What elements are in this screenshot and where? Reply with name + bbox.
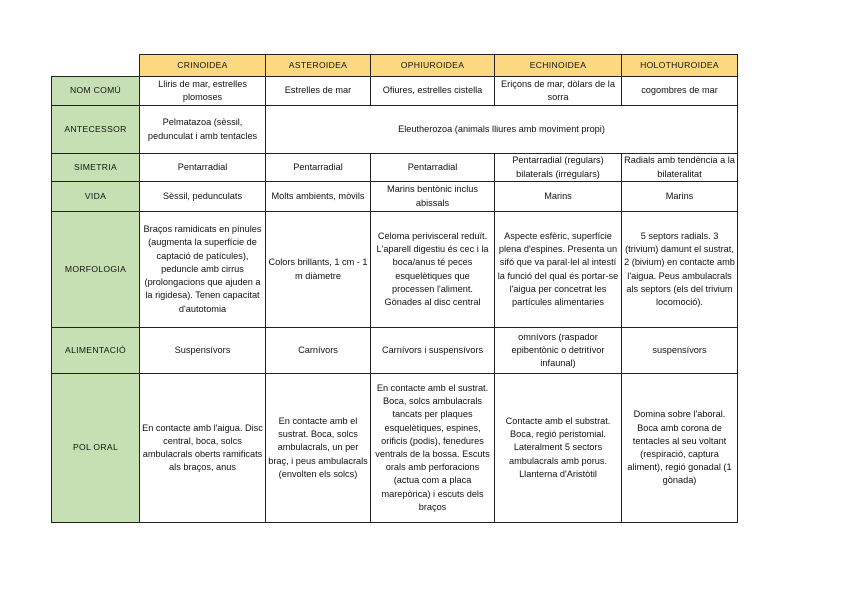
cell: Lliris de mar, estrelles plomoses xyxy=(140,77,266,106)
row-header-simetria: SIMETRIA xyxy=(52,154,140,182)
row-simetria xyxy=(52,154,738,182)
row-antecessor xyxy=(52,106,738,154)
cell: Marins xyxy=(495,182,622,212)
header-row xyxy=(52,55,738,77)
cell: Pentarradial xyxy=(266,154,371,182)
cell: En contacte amb l'aigua. Disc central, boca, solcs ambulacrals oberts ramificats als braços, anus xyxy=(140,374,266,523)
row-header-vida: VIDA xyxy=(52,182,140,212)
col-header-ophiuroidea: OPHIUROIDEA xyxy=(371,55,495,77)
row-vida xyxy=(52,182,738,212)
cell: Aspecte esfèric, superfície plena d'espines. Presenta un sifó que va paral·lel al intestí la funció del qual és portar-se l'aigua per concetrat les partícules alimentaries xyxy=(495,212,622,328)
cell: Pentarradial xyxy=(371,154,495,182)
cell: Marins bentònic inclus abissals xyxy=(371,182,495,212)
cell: Sèssil, pedunculats xyxy=(140,182,266,212)
row-nom-comu xyxy=(52,77,738,106)
row-header-morfologia: MORFOLOGIA xyxy=(52,212,140,328)
cell: Carnívors xyxy=(266,328,371,374)
cell-eleutherozoa: Eleutherozoa (animals lliures amb moviment propi) xyxy=(266,106,738,154)
row-alimentacio xyxy=(52,328,738,374)
cell: cogombres de mar xyxy=(622,77,738,106)
col-header-asteroidea: ASTEROIDEA xyxy=(266,55,371,77)
cell: Carnívors i suspensívors xyxy=(371,328,495,374)
cell: Marins xyxy=(622,182,738,212)
col-header-holothuroidea: HOLOTHUROIDEA xyxy=(622,55,738,77)
row-header-alimentacio: ALIMENTACIÓ xyxy=(52,328,140,374)
col-header-crinoidea: CRINOIDEA xyxy=(140,55,266,77)
cell: Molts ambients, mòvils xyxy=(266,182,371,212)
cell: En contacte amb el sustrat. Boca, solcs ambulacrals tancats per plaques esquelètiques, espines, orificis (podis), fenedures ventrals de la bossa. Escuts orals amb perforacions (actua com a placa marepòrica) i escuts dels braços xyxy=(371,374,495,523)
row-header-antecessor: ANTECESSOR xyxy=(52,106,140,154)
cell: omnívors (raspador epibentònic o detritívor infaunal) xyxy=(495,328,622,374)
corner-cell xyxy=(52,55,140,77)
row-pol-oral xyxy=(52,374,738,523)
col-header-echinoidea: ECHINOIDEA xyxy=(495,55,622,77)
row-header-pol-oral: POL ORAL xyxy=(52,374,140,523)
cell: Suspensívors xyxy=(140,328,266,374)
cell: Pentarradial (regulars) bilaterals (irregulars) xyxy=(495,154,622,182)
cell: Celoma perivisceral reduït. L'aparell digestiu és cec i la boca/anus té peces esquelètiques que processen l'aliment. Gònades al disc central xyxy=(371,212,495,328)
cell: Pelmatazoa (sèssil, pedunculat i amb tentacles xyxy=(140,106,266,154)
cell: Domina sobre l'aboral. Boca amb corona de tentacles al seu voltant (respiració, captura aliment), regió gonadal (1 gònada) xyxy=(622,374,738,523)
cell: Eriçons de mar, dòlars de la sorra xyxy=(495,77,622,106)
cell: Radials amb tendència a la bilateralitat xyxy=(622,154,738,182)
cell: En contacte amb el sustrat. Boca, solcs ambulacrals, un per braç, i peus ambulacrals (envolten els solcs) xyxy=(266,374,371,523)
cell: Ofiures, estrelles cistella xyxy=(371,77,495,106)
row-header-nom-comu: NOM COMÚ xyxy=(52,77,140,106)
cell: 5 septors radials. 3 (trivium) damunt el sustrat, 2 (bivium) en contacte amb l'aigua. Peus ambulacrals als septors (els del trivium locomoció). xyxy=(622,212,738,328)
cell: Contacte amb el substrat. Boca, regió peristomial. Lateralment 5 sectors ambulacrals amb porus. Llanterna d'Aristòtil xyxy=(495,374,622,523)
echinoderm-comparison-table xyxy=(51,54,738,523)
cell: Braços ramidicats en pínules (augmenta la superfície de captació de patícules), peduncle amb cirrus (prolongacions que ajuden a la rigidesa). Tenen capacitat d'autotomia xyxy=(140,212,266,328)
cell: suspensívors xyxy=(622,328,738,374)
cell: Colors brillants, 1 cm - 1 m diàmetre xyxy=(266,212,371,328)
row-morfologia xyxy=(52,212,738,328)
cell: Estrelles de mar xyxy=(266,77,371,106)
cell: Pentarradial xyxy=(140,154,266,182)
